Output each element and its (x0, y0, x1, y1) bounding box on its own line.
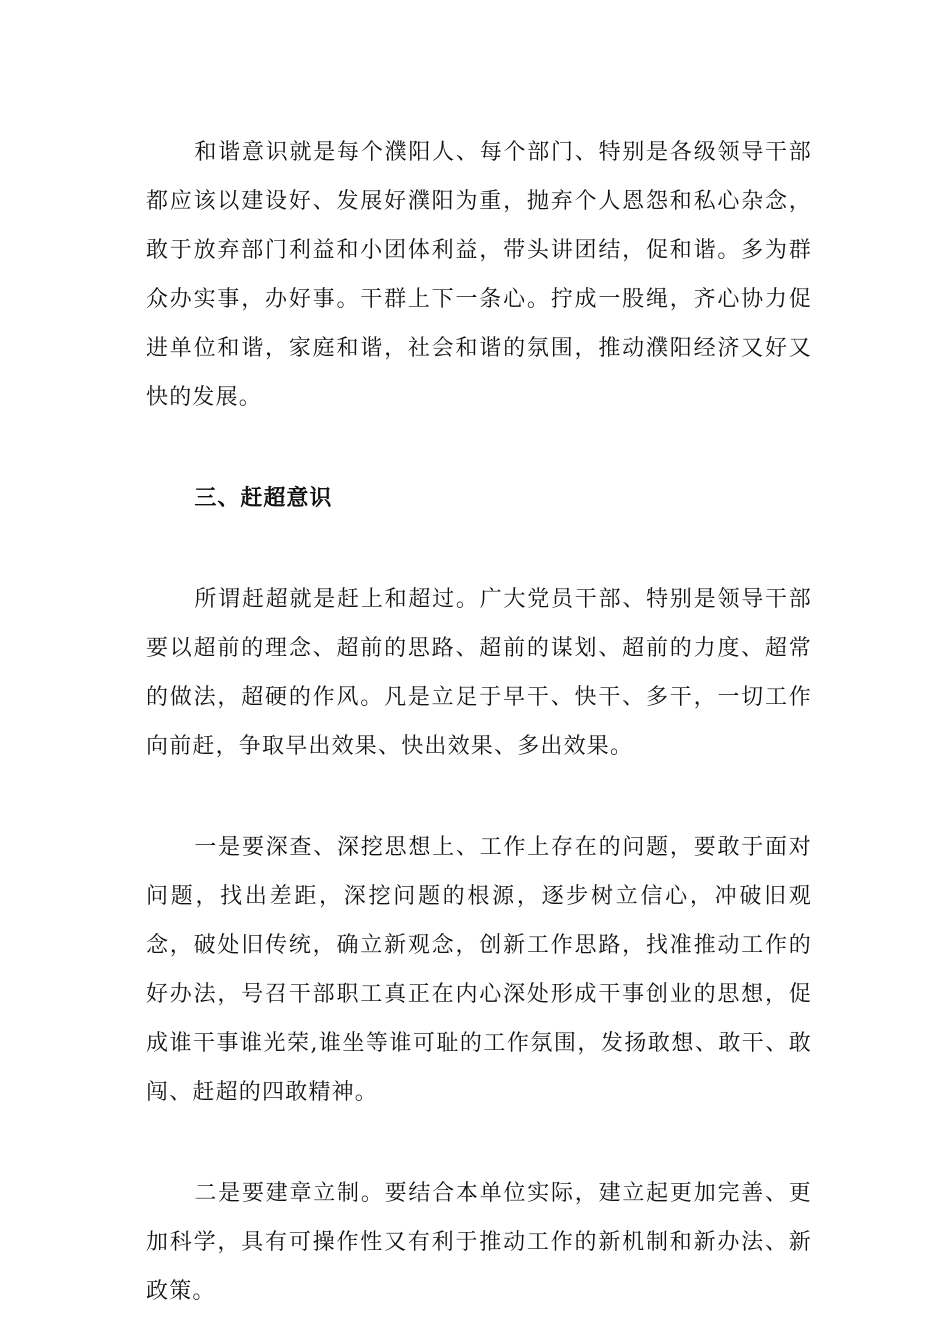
document-body (146, 128, 812, 1316)
paragraph-point-one: 一是要深查、深挖思想上、工作上存在的问题，要敢于面对问题，找出差距，深挖问题的根源，逐步树立信心，冲破旧观念，破处旧传统，确立新观念，创新工作思路，找准推动工作的好办法，号召干部职工真正在内心深处形成干事创业的思想，促成谁干事谁光荣,谁坐等谁可耻的工作氛围，发扬敢想、敢干、敢闯、赶超的四敢精神。 (146, 835, 812, 1105)
paragraph-harmony-awareness: 和谐意识就是每个濮阳人、每个部门、特别是各级领导干部都应该以建设好、发展好濮阳为重，抛弃个人恩怨和私心杂念，敢于放弃部门利益和小团体利益，带头讲团结，促和谐。多为群众办实事，办好事。干群上下一条心。拧成一股绳，齐心协力促进单位和谐，家庭和谐，社会和谐的氛围，推动濮阳经济又好又快的发展。 (146, 140, 812, 410)
paragraph-catch-up-definition: 所谓赶超就是赶上和超过。广大党员干部、特别是领导干部要以超前的理念、超前的思路、超前的谋划、超前的力度、超常的做法，超硬的作风。凡是立足于早干、快干、多干，一切工作向前赶，争取早出效果、快出效果、多出效果。 (146, 587, 812, 759)
section-heading: 三、赶超意识 (194, 485, 333, 511)
paragraph-point-two: 二是要建章立制。要结合本单位实际，建立起更加完善、更加科学，具有可操作性又有利于推动工作的新机制和新办法、新政策。 (146, 1181, 812, 1304)
